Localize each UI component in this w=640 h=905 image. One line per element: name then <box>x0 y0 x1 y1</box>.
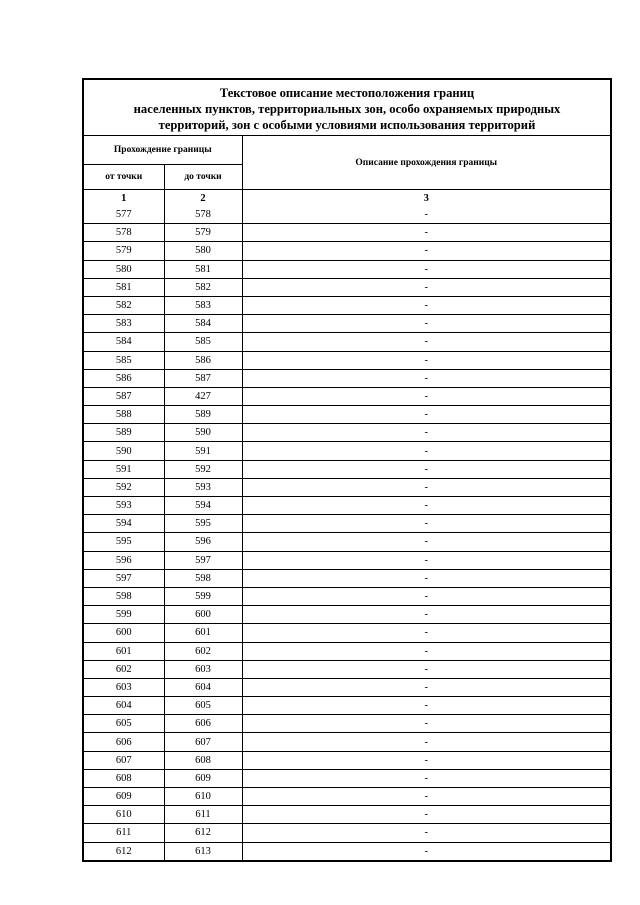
from-point-cell: 598 <box>84 587 164 605</box>
description-cell: - <box>242 369 610 387</box>
description-cell: - <box>242 678 610 696</box>
description-cell: - <box>242 788 610 806</box>
from-point-cell: 579 <box>84 242 164 260</box>
to-point-cell: 589 <box>164 406 242 424</box>
description-cell: - <box>242 515 610 533</box>
header-to-point: до точки <box>164 165 242 190</box>
description-cell: - <box>242 697 610 715</box>
description-cell: - <box>242 551 610 569</box>
description-cell: - <box>242 824 610 842</box>
from-point-cell: 594 <box>84 515 164 533</box>
table-row <box>84 551 610 569</box>
table-row <box>84 824 610 842</box>
to-point-cell: 427 <box>164 387 242 405</box>
to-point-cell: 600 <box>164 606 242 624</box>
table-row <box>84 315 610 333</box>
table-row <box>84 569 610 587</box>
table-row <box>84 424 610 442</box>
description-cell: - <box>242 315 610 333</box>
to-point-cell: 582 <box>164 278 242 296</box>
from-point-cell: 610 <box>84 806 164 824</box>
description-cell: - <box>242 424 610 442</box>
from-point-cell: 608 <box>84 769 164 787</box>
description-cell: - <box>242 333 610 351</box>
to-point-cell: 599 <box>164 587 242 605</box>
from-point-cell: 588 <box>84 406 164 424</box>
from-point-cell: 609 <box>84 788 164 806</box>
to-point-cell: 601 <box>164 624 242 642</box>
from-point-cell: 589 <box>84 424 164 442</box>
from-point-cell: 585 <box>84 351 164 369</box>
description-cell: - <box>242 660 610 678</box>
table-row <box>84 406 610 424</box>
from-point-cell: 593 <box>84 497 164 515</box>
description-cell: - <box>242 715 610 733</box>
header-from-point: от точки <box>84 165 164 190</box>
to-point-cell: 611 <box>164 806 242 824</box>
from-point-cell: 606 <box>84 733 164 751</box>
table-row <box>84 751 610 769</box>
table-row <box>84 478 610 496</box>
description-cell: - <box>242 606 610 624</box>
description-cell: - <box>242 296 610 314</box>
from-point-cell: 591 <box>84 460 164 478</box>
header-boundary-passage: Прохождение границы <box>84 136 242 165</box>
from-point-cell: 597 <box>84 569 164 587</box>
title-line-3: территорий, зон с особыми условиями использования территорий <box>158 118 536 132</box>
from-point-cell: 600 <box>84 624 164 642</box>
table-row <box>84 788 610 806</box>
table-row <box>84 606 610 624</box>
from-point-cell: 578 <box>84 224 164 242</box>
to-point-cell: 585 <box>164 333 242 351</box>
to-point-cell: 608 <box>164 751 242 769</box>
description-cell: - <box>242 406 610 424</box>
table-row <box>84 678 610 696</box>
to-point-cell: 594 <box>164 497 242 515</box>
document-title <box>84 80 610 136</box>
table-row <box>84 442 610 460</box>
table-row <box>84 806 610 824</box>
to-point-cell: 593 <box>164 478 242 496</box>
table-row <box>84 515 610 533</box>
boundary-table <box>84 136 610 860</box>
to-point-cell: 584 <box>164 315 242 333</box>
table-row <box>84 624 610 642</box>
to-point-cell: 587 <box>164 369 242 387</box>
description-cell: - <box>242 478 610 496</box>
description-cell: - <box>242 460 610 478</box>
column-number-1: 1 <box>84 190 164 207</box>
to-point-cell: 578 <box>164 206 242 224</box>
to-point-cell: 579 <box>164 224 242 242</box>
table-row <box>84 460 610 478</box>
description-cell: - <box>242 242 610 260</box>
description-cell: - <box>242 642 610 660</box>
header-description: Описание прохождения границы <box>242 136 610 190</box>
description-cell: - <box>242 733 610 751</box>
description-cell: - <box>242 624 610 642</box>
to-point-cell: 609 <box>164 769 242 787</box>
to-point-cell: 598 <box>164 569 242 587</box>
table-row <box>84 642 610 660</box>
description-cell: - <box>242 224 610 242</box>
from-point-cell: 599 <box>84 606 164 624</box>
description-cell: - <box>242 278 610 296</box>
table-row <box>84 660 610 678</box>
description-cell: - <box>242 260 610 278</box>
from-point-cell: 592 <box>84 478 164 496</box>
description-cell: - <box>242 387 610 405</box>
to-point-cell: 612 <box>164 824 242 842</box>
table-row <box>84 733 610 751</box>
from-point-cell: 605 <box>84 715 164 733</box>
to-point-cell: 592 <box>164 460 242 478</box>
from-point-cell: 612 <box>84 842 164 860</box>
to-point-cell: 597 <box>164 551 242 569</box>
table-row <box>84 260 610 278</box>
table-row <box>84 333 610 351</box>
to-point-cell: 610 <box>164 788 242 806</box>
table-row <box>84 242 610 260</box>
to-point-cell: 591 <box>164 442 242 460</box>
description-cell: - <box>242 497 610 515</box>
description-cell: - <box>242 769 610 787</box>
description-cell: - <box>242 442 610 460</box>
to-point-cell: 613 <box>164 842 242 860</box>
boundary-table-body <box>84 206 610 860</box>
boundary-table-header <box>84 136 610 206</box>
to-point-cell: 603 <box>164 660 242 678</box>
to-point-cell: 596 <box>164 533 242 551</box>
column-number-3: 3 <box>242 190 610 207</box>
description-cell: - <box>242 842 610 860</box>
to-point-cell: 581 <box>164 260 242 278</box>
description-cell: - <box>242 569 610 587</box>
from-point-cell: 584 <box>84 333 164 351</box>
table-row <box>84 497 610 515</box>
table-row <box>84 369 610 387</box>
from-point-cell: 611 <box>84 824 164 842</box>
table-row <box>84 715 610 733</box>
to-point-cell: 604 <box>164 678 242 696</box>
title-line-1: Текстовое описание местоположения границ <box>219 86 475 100</box>
description-cell: - <box>242 351 610 369</box>
to-point-cell: 590 <box>164 424 242 442</box>
to-point-cell: 586 <box>164 351 242 369</box>
table-row <box>84 296 610 314</box>
column-number-2: 2 <box>164 190 242 207</box>
description-cell: - <box>242 751 610 769</box>
table-row <box>84 278 610 296</box>
table-row <box>84 587 610 605</box>
boundary-description-document <box>82 78 612 862</box>
from-point-cell: 596 <box>84 551 164 569</box>
description-cell: - <box>242 206 610 224</box>
to-point-cell: 602 <box>164 642 242 660</box>
from-point-cell: 587 <box>84 387 164 405</box>
from-point-cell: 577 <box>84 206 164 224</box>
from-point-cell: 601 <box>84 642 164 660</box>
from-point-cell: 602 <box>84 660 164 678</box>
to-point-cell: 595 <box>164 515 242 533</box>
to-point-cell: 606 <box>164 715 242 733</box>
description-cell: - <box>242 587 610 605</box>
table-row <box>84 697 610 715</box>
from-point-cell: 581 <box>84 278 164 296</box>
table-row <box>84 842 610 860</box>
title-line-2: населенных пунктов, территориальных зон, особо охраняемых природных <box>133 102 561 116</box>
table-row <box>84 387 610 405</box>
from-point-cell: 582 <box>84 296 164 314</box>
from-point-cell: 604 <box>84 697 164 715</box>
to-point-cell: 605 <box>164 697 242 715</box>
description-cell: - <box>242 806 610 824</box>
from-point-cell: 583 <box>84 315 164 333</box>
table-row <box>84 206 610 224</box>
from-point-cell: 586 <box>84 369 164 387</box>
table-row <box>84 769 610 787</box>
from-point-cell: 580 <box>84 260 164 278</box>
from-point-cell: 595 <box>84 533 164 551</box>
from-point-cell: 607 <box>84 751 164 769</box>
to-point-cell: 580 <box>164 242 242 260</box>
description-cell: - <box>242 533 610 551</box>
table-row <box>84 533 610 551</box>
to-point-cell: 607 <box>164 733 242 751</box>
to-point-cell: 583 <box>164 296 242 314</box>
from-point-cell: 603 <box>84 678 164 696</box>
table-row <box>84 351 610 369</box>
from-point-cell: 590 <box>84 442 164 460</box>
table-row <box>84 224 610 242</box>
